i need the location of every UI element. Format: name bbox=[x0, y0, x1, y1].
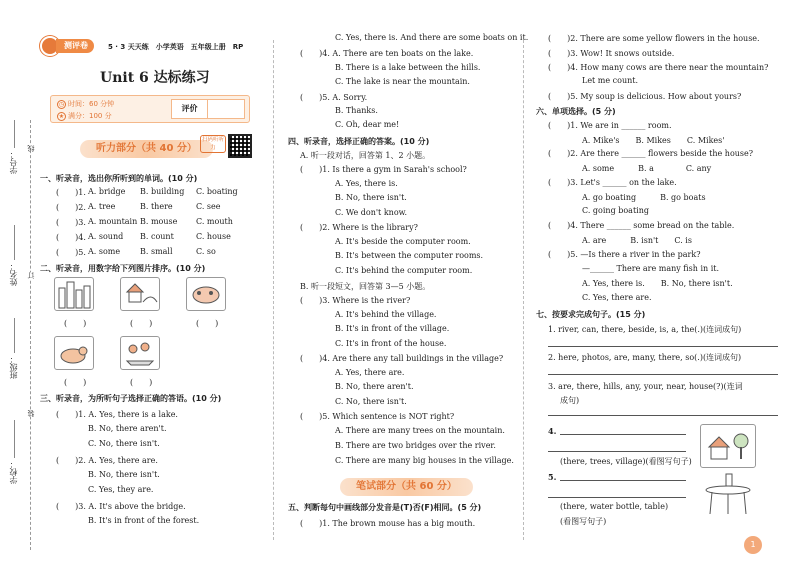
answer-line-4b[interactable] bbox=[548, 451, 686, 452]
star-icon: ★ bbox=[58, 113, 65, 120]
cut-mark-1: 线 bbox=[27, 145, 35, 152]
s5-q2: ( )2. There are some yellow flowers in the house. bbox=[548, 34, 760, 43]
picture-city-buildings bbox=[54, 277, 94, 311]
s1-q1-a: A. bridge bbox=[88, 187, 126, 196]
s7-q4-hint: (there, trees, village)(看图写句子) bbox=[560, 457, 692, 466]
blank-2[interactable]: ( ) bbox=[130, 319, 153, 328]
s1-q4-b: B. count bbox=[140, 232, 174, 241]
picture-cow bbox=[186, 277, 226, 311]
cut-mark-2: 订 bbox=[27, 272, 35, 279]
s4-q2-2: B. It's between the computer rooms. bbox=[335, 251, 484, 260]
s4-q2-1: A. It's beside the computer room. bbox=[335, 236, 471, 246]
s4-q3-2: B. It's in front of the village. bbox=[335, 324, 450, 333]
score-label: 评价 bbox=[172, 100, 208, 118]
series-line: 5 · 3 天天练 小学英语 五年级上册 RP bbox=[108, 43, 244, 51]
s6-q5-2: A. Yes, there is. B. No, there isn't. bbox=[582, 279, 733, 288]
s4-q2-0: ( )2. Where is the library? bbox=[300, 223, 418, 232]
s7-title: 七、按要求完成句子。(15 分) bbox=[536, 310, 646, 319]
s4-title: 四、听录音，选择正确的答案。(10 分) bbox=[288, 137, 430, 146]
name-label: 姓名： bbox=[9, 262, 18, 286]
s4-q1-0: ( )1. Is there a gym in Sarah's school? bbox=[300, 165, 467, 174]
blank-5[interactable]: ( ) bbox=[130, 378, 153, 387]
s1-q5-a: A. some bbox=[88, 247, 121, 256]
time-info bbox=[57, 99, 114, 109]
picture-house-bridge bbox=[120, 277, 160, 311]
s4-q5-3: C. There are many big houses in the village. bbox=[335, 456, 514, 465]
s4-part-b: B. 听一段短文，回答第 3—5 小题。 bbox=[300, 282, 431, 291]
s6-q2-1: A. some B. a C. any bbox=[582, 163, 712, 173]
time-text: 时间：60 分钟 bbox=[68, 100, 115, 108]
answer-line-5a[interactable] bbox=[560, 480, 686, 481]
answer-line-1[interactable] bbox=[548, 346, 778, 347]
column-divider-1 bbox=[273, 40, 274, 540]
picture-table-bottle bbox=[700, 470, 756, 518]
s1-q1-num: ( )1. bbox=[56, 188, 86, 197]
s3-q3-c: C. Yes, there is. And there are some boats on it. bbox=[335, 33, 529, 42]
picture-boat-flowers bbox=[120, 336, 160, 370]
s3-q3-b: B. It's in front of the forest. bbox=[88, 516, 200, 525]
s4-q1-3: C. We don't know. bbox=[335, 207, 408, 217]
s3-q5-a: ( )5. A. Sorry. bbox=[300, 93, 368, 102]
cut-mark-3: 装 bbox=[27, 410, 35, 417]
s1-q1-c: C. boating bbox=[196, 187, 238, 196]
s3-q5-b: B. Thanks. bbox=[335, 106, 378, 115]
school-line bbox=[14, 420, 15, 458]
school-label: 学校： bbox=[9, 460, 18, 484]
s4-q1-1: A. Yes, there is. bbox=[335, 178, 398, 188]
s6-q3-1: A. go boating B. go boats bbox=[582, 192, 706, 202]
s7-q5-num: 5. bbox=[548, 472, 557, 482]
s3-q1-a: ( )1. A. Yes, there is a lake. bbox=[56, 410, 178, 419]
s1-q2-c: C. see bbox=[196, 202, 221, 211]
s1-q5-num: ( )5. bbox=[56, 248, 86, 257]
score-info bbox=[57, 111, 112, 121]
s6-q2-0: ( )2. Are there ______ flowers beside the house? bbox=[548, 149, 754, 158]
s3-title: 三、听录音，为所听句子选择正确的答语。(10 分) bbox=[40, 394, 222, 403]
s1-q3-a: A. mountain bbox=[88, 217, 138, 226]
s4-q3-0: ( )3. Where is the river? bbox=[300, 296, 411, 305]
s4-q4-0: ( )4. Are there any tall buildings in the village? bbox=[300, 354, 504, 363]
qr-code-icon[interactable] bbox=[228, 134, 252, 158]
s3-q3-a: ( )3. A. It's above the bridge. bbox=[56, 502, 186, 511]
s1-q2-b: B. there bbox=[140, 202, 173, 211]
s1-q2-num: ( )2. bbox=[56, 203, 86, 212]
s5-q6: ( )5. My soup is delicious. How about yours? bbox=[548, 92, 742, 101]
s6-q5-1: —______ There are many fish in it. bbox=[582, 263, 720, 273]
s5-title: 五、判断每句中画线部分发音是(T)否(F)相同。(5 分) bbox=[288, 503, 482, 512]
badge: 测评卷 bbox=[56, 39, 94, 53]
s6-q3-0: ( )3. Let's ______ on the lake. bbox=[548, 178, 677, 187]
s5-q1: ( )1. The brown mouse has a big mouth. bbox=[300, 519, 476, 528]
s1-q4-num: ( )4. bbox=[56, 233, 86, 242]
s5-q3: ( )3. Wow! It snows outside. bbox=[548, 49, 675, 58]
s6-q4-1: A. are B. isn't C. is bbox=[582, 235, 692, 245]
s3-q2-c: C. Yes, they are. bbox=[88, 485, 154, 494]
s1-q5-b: B. small bbox=[140, 247, 173, 256]
s6-title: 六、单项选择。(5 分) bbox=[536, 107, 616, 116]
blank-1[interactable]: ( ) bbox=[64, 319, 87, 328]
s1-q1-b: B. building bbox=[140, 187, 185, 196]
s4-q4-2: B. No, there aren't. bbox=[335, 382, 414, 391]
s2-title: 二、听录音，用数字给下列图片排序。(10 分) bbox=[40, 264, 206, 273]
s7-q3b: 成句) bbox=[560, 396, 580, 405]
answer-line-3[interactable] bbox=[548, 415, 778, 416]
s6-q1-1: A. Mike's B. Mikes C. Mikes' bbox=[582, 135, 725, 145]
s3-q4-b: B. There is a lake between the hills. bbox=[335, 63, 481, 72]
s7-q3a: 3. are, there, hills, any, your, near, house(?)(连词 bbox=[548, 382, 743, 391]
column-divider-2 bbox=[523, 40, 524, 540]
s4-q3-1: A. It's behind the village. bbox=[335, 309, 437, 319]
number-label: 学号： bbox=[9, 150, 18, 174]
score-box[interactable] bbox=[171, 99, 245, 119]
s4-q5-1: A. There are many trees on the mountain. bbox=[335, 426, 505, 435]
clock-icon: ◷ bbox=[58, 101, 65, 108]
s7-q5-hint: (there, water bottle, table) bbox=[560, 502, 669, 511]
s1-title: 一、听录音，选出你所听到的单词。(10 分) bbox=[40, 174, 198, 183]
s3-q1-c: C. No, there isn't. bbox=[88, 439, 160, 448]
s1-q3-b: B. mouse bbox=[140, 217, 178, 226]
s1-q2-a: A. tree bbox=[88, 202, 116, 211]
s4-q3-3: C. It's in front of the house. bbox=[335, 338, 447, 348]
name-line bbox=[14, 225, 15, 260]
s7-q5-hint2: (看图写句子) bbox=[560, 517, 607, 526]
answer-line-2[interactable] bbox=[548, 374, 778, 375]
s3-q2-a: ( )2. A. Yes, there are. bbox=[56, 456, 158, 465]
s4-q4-1: A. Yes, there are. bbox=[335, 367, 405, 377]
s4-q5-2: B. There are two bridges over the river. bbox=[335, 441, 496, 450]
s6-q5-0: ( )5. —Is there a river in the park? bbox=[548, 250, 701, 259]
s3-q1-b: B. No, there aren't. bbox=[88, 424, 167, 433]
s6-q4-0: ( )4. There ______ some bread on the table. bbox=[548, 221, 735, 230]
info-box bbox=[50, 95, 250, 123]
s1-q4-c: C. house bbox=[196, 232, 231, 241]
blank-4[interactable]: ( ) bbox=[64, 378, 87, 387]
s7-q1: 1. river, can, there, beside, is, a, the(.)(连词成句) bbox=[548, 325, 742, 334]
s3-q4-a: ( )4. A. There are ten boats on the lake. bbox=[300, 49, 474, 58]
s3-q2-b: B. No, there isn't. bbox=[88, 470, 160, 479]
number-line bbox=[14, 120, 15, 148]
s1-q3-num: ( )3. bbox=[56, 218, 86, 227]
s6-q3-2: C. going boating bbox=[582, 206, 649, 215]
blank-3[interactable]: ( ) bbox=[196, 319, 219, 328]
picture-mouse bbox=[54, 336, 94, 370]
page-number: 1 bbox=[744, 536, 762, 554]
binding-strip bbox=[0, 0, 38, 566]
answer-line-4a[interactable] bbox=[560, 434, 686, 435]
s5-q4: ( )4. How many cows are there near the mountain? bbox=[548, 63, 769, 72]
s1-q5-c: C. so bbox=[196, 247, 216, 256]
s1-q4-a: A. sound bbox=[88, 232, 124, 241]
answer-line-5b[interactable] bbox=[548, 497, 686, 498]
s4-q1-2: B. No, there isn't. bbox=[335, 193, 407, 202]
unit-title: Unit 6 达标练习 bbox=[100, 70, 210, 86]
class-line bbox=[14, 318, 15, 353]
s5-q5: Let me count. bbox=[582, 76, 639, 85]
listening-banner: 听力部分（共 40 分） bbox=[80, 140, 213, 158]
s6-q1-0: ( )1. We are in ______ room. bbox=[548, 121, 672, 130]
s4-q4-3: C. No, there isn't. bbox=[335, 396, 407, 406]
full-score-text: 满分：100 分 bbox=[68, 112, 112, 120]
s4-q5-0: ( )5. Which sentence is NOT right? bbox=[300, 412, 455, 421]
cut-line bbox=[30, 120, 31, 550]
s4-part-a: A. 听一段对话，回答第 1、2 小题。 bbox=[300, 151, 431, 160]
s4-q2-3: C. It's behind the computer room. bbox=[335, 265, 473, 275]
s7-q4-num: 4. bbox=[548, 426, 557, 436]
class-label: 班级： bbox=[9, 355, 18, 379]
scan-label: 扫码听听力 bbox=[201, 137, 224, 151]
writing-banner: 笔试部分（共 60 分） bbox=[340, 478, 473, 496]
s7-q2: 2. here, photos, are, many, there, so(.)(连词成句) bbox=[548, 353, 742, 362]
picture-village-trees bbox=[700, 424, 756, 468]
s3-q5-c: C. Oh, dear me! bbox=[335, 120, 400, 129]
s6-q5-3: C. Yes, there are. bbox=[582, 292, 652, 302]
s3-q4-c: C. The lake is near the mountain. bbox=[335, 77, 470, 86]
s1-q3-c: C. mouth bbox=[196, 217, 233, 226]
